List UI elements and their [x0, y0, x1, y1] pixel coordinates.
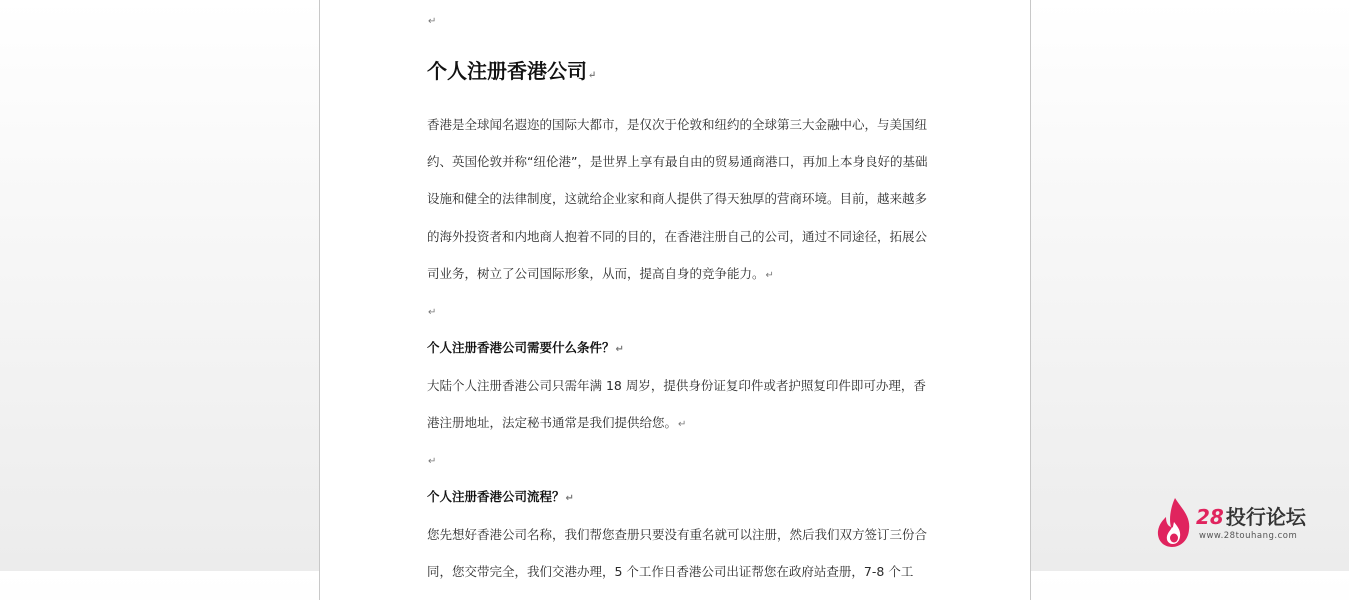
line-text: 的海外投资者和内地商人抱着不同的目的，在香港注册自己的公司，通过不同途径，拓展公: [427, 229, 928, 244]
intro-line[interactable]: [427, 154, 927, 170]
intro-line[interactable]: [427, 117, 927, 133]
paragraph-mark: ↵: [765, 270, 774, 281]
heading-text: 个人注册香港公司需要什么条件？: [427, 340, 615, 355]
watermark-url: www.28touhang.com: [1199, 531, 1298, 541]
flame-logo-icon: [1155, 496, 1193, 548]
watermark-brand: [1196, 506, 1306, 528]
line-text: 香港是全球闻名遐迩的国际大都市，是仅次于伦敦和纽约的全球第三大金融中心，与美国纽: [427, 117, 928, 132]
line-text: 约、英国伦敦并称“纽伦港”，是世界上享有最自由的贸易通商港口，再加上本身良好的基础: [427, 154, 928, 169]
line-text: 设施和健全的法律制度，这就给企业家和商人提供了得天独厚的营商环境。目前，越来越多: [427, 191, 928, 206]
watermark: [1155, 496, 1335, 548]
line-text: 大陆个人注册香港公司只需年满 18 周岁，提供身份证复印件或者护照复印件即可办理，香: [427, 378, 926, 393]
line-text: 港注册地址，法定秘书通常是我们提供给您。: [427, 415, 678, 430]
paragraph-mark: ↵: [565, 493, 574, 504]
paragraph-mark: ↵: [428, 16, 437, 27]
document-page: [319, 0, 1031, 600]
paragraph-mark: ↵: [615, 344, 624, 355]
heading-text: 个人注册香港公司流程？: [427, 489, 565, 504]
intro-line[interactable]: [427, 229, 927, 245]
section2-line[interactable]: [427, 527, 927, 543]
paragraph-mark: ↵: [588, 70, 597, 81]
line-text: 您先想好香港公司名称，我们帮您查册只要没有重名就可以注册，然后我们双方签订三份合: [427, 527, 928, 542]
title-text: 个人注册香港公司: [427, 59, 587, 83]
paragraph-mark: ↵: [678, 419, 687, 430]
intro-line[interactable]: [427, 191, 927, 207]
section2-line[interactable]: [427, 564, 913, 580]
document-title[interactable]: [427, 59, 596, 88]
brand-number: 28: [1196, 505, 1224, 529]
empty-paragraph: [427, 452, 436, 470]
line-text: 司业务，树立了公司国际形象，从而，提高自身的竞争能力。: [427, 266, 765, 281]
section1-heading[interactable]: [427, 340, 624, 358]
brand-name: 投行论坛: [1225, 505, 1306, 529]
paragraph-mark: ↵: [428, 456, 437, 467]
section1-line[interactable]: [427, 415, 686, 433]
empty-paragraph: [427, 303, 436, 321]
empty-paragraph: [427, 12, 436, 30]
line-text: 同，您交带完全，我们交港办理，5 个工作日香港公司出证帮您在政府站查册，7-8 个工: [427, 564, 914, 579]
section1-line[interactable]: [427, 378, 926, 394]
paragraph-mark: ↵: [428, 307, 437, 318]
section2-heading[interactable]: [427, 489, 574, 507]
intro-line[interactable]: [427, 266, 774, 284]
